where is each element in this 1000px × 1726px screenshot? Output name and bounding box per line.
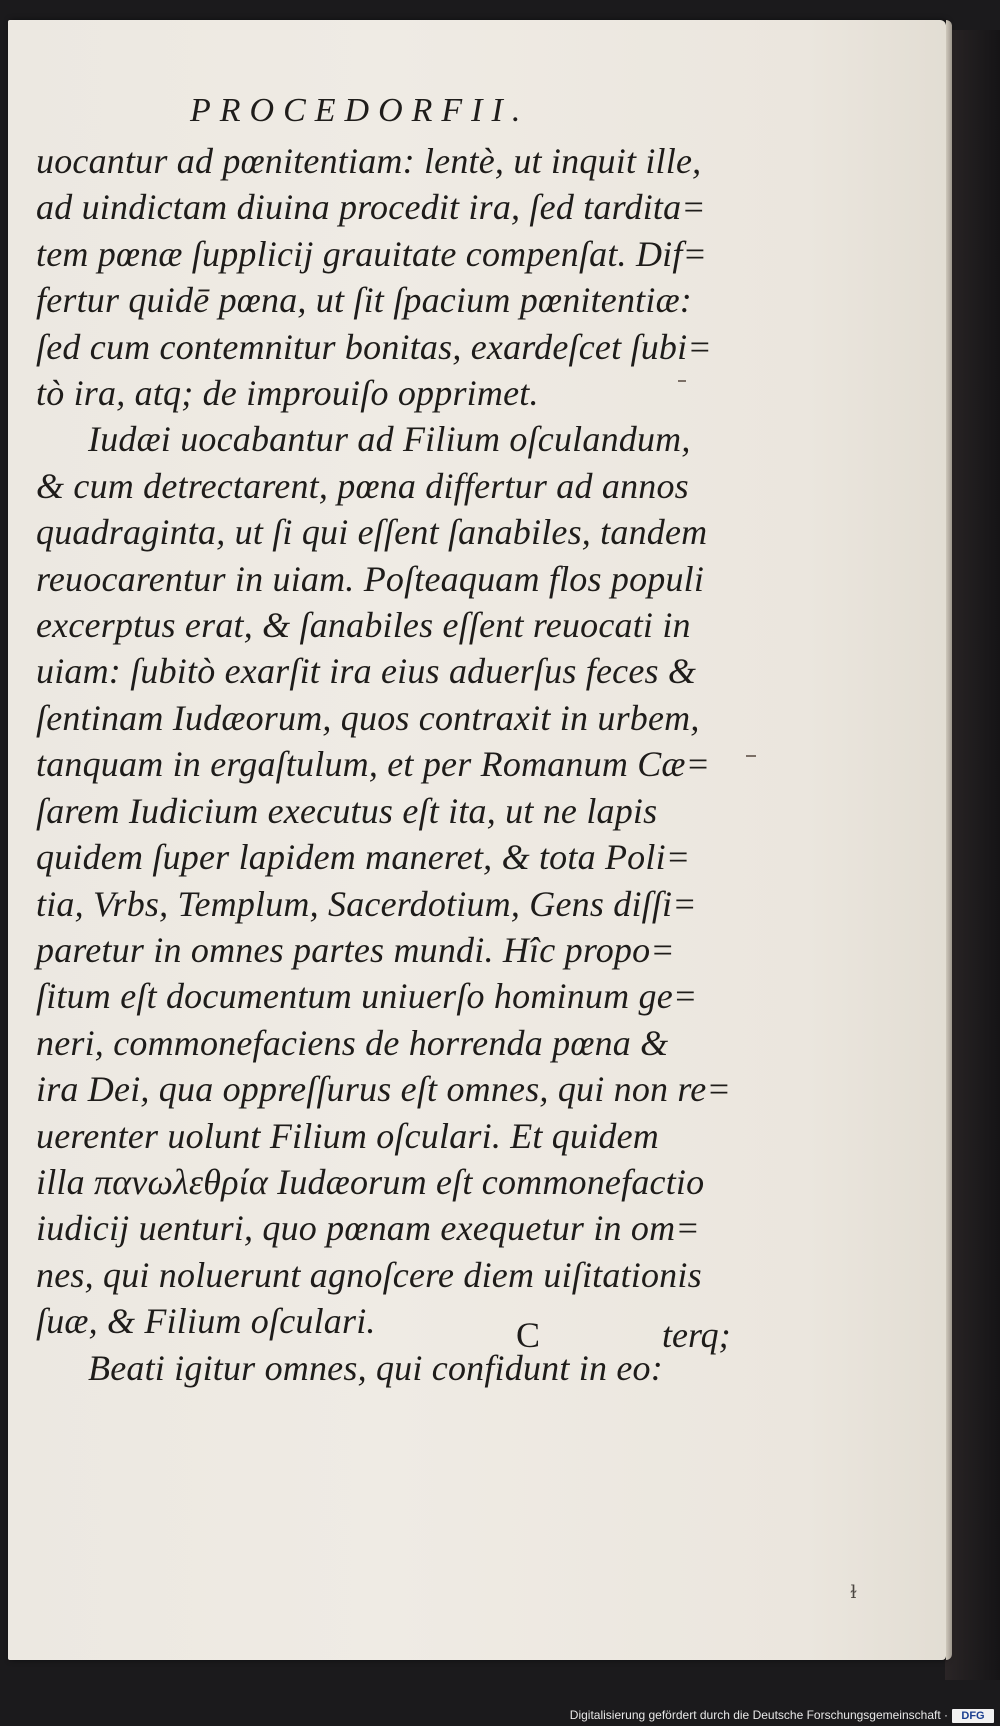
funding-credit: Digitalisierung gefördert durch die Deutsche Forschungsgemeinschaft ·: [569, 1708, 948, 1722]
dfg-logo: DFG: [952, 1709, 994, 1723]
text-line: illa πανωλεθρία Iudæorum eſt commonefactio: [36, 1161, 705, 1202]
adjacent-page-shadow: [945, 30, 1000, 1680]
text-line: iudicij uenturi, quo pœnam exequetur in om=: [36, 1208, 700, 1249]
catchword: terq;: [662, 1315, 731, 1355]
margin-mark: ɫ: [850, 1582, 857, 1603]
text-line: quidem ſuper lapidem maneret, & tota Poli=: [36, 837, 691, 878]
page-edge: [946, 20, 952, 1660]
text-line: Iudæi uocabantur ad Filium oſculandum,: [88, 419, 691, 460]
text-line: uerenter uolunt Filium oſculari. Et quidem: [36, 1115, 659, 1156]
catch-row: [36, 1314, 736, 1360]
text-line: ira Dei, qua oppreſſurus eſt omnes, qui non re=: [36, 1069, 731, 1110]
text-line: tem pœnæ ſupplicij grauitate compenſat. Dif=: [36, 233, 708, 274]
text-line: paretur in omnes partes mundi. Hîc propo=: [36, 929, 675, 970]
text-line: ſed cum contemnitur bonitas, exardeſcet ſubi=: [36, 326, 712, 367]
text-line: uiam: ſubitò exarſit ira eius aduerſus feces &: [36, 651, 697, 692]
text-line: ſitum eſt documentum uniuerſo hominum ge=: [36, 976, 698, 1017]
text-line: ad uindictam diuina procedit ira, ſed tardita=: [36, 187, 706, 228]
text-line: ſarem Iudicium executus eſt ita, ut ne lapis: [36, 790, 658, 831]
signature-mark: C: [516, 1315, 541, 1355]
text-line: tò ira, atq; de improuiſo opprimet.: [36, 373, 539, 414]
running-head: PROCEDORFII.: [190, 92, 530, 129]
ink-mark: [746, 755, 756, 757]
text-line: uocantur ad pœnitentiam: lentè, ut inquit ille,: [36, 141, 702, 181]
text-line: nes, qui noluerunt agnoſcere diem uiſitationis: [36, 1254, 702, 1295]
text-line: reuocarentur in uiam. Poſteaquam flos populi: [36, 558, 705, 599]
text-line: excerptus erat, & ſanabiles eſſent reuocati in: [36, 605, 691, 646]
text-line: neri, commonefaciens de horrenda pœna &: [36, 1022, 669, 1063]
text-line: fertur quidē pœna, ut ſit ſpacium pœnitentiæ:: [36, 280, 692, 321]
text-line: Beati igitur omnes, qui confidunt in eo:: [88, 1347, 663, 1388]
footer-bar: [0, 1706, 1000, 1726]
text-line: tia, Vrbs, Templum, Sacerdotium, Gens diſſi=: [36, 883, 697, 924]
text-line: quadraginta, ut ſi qui eſſent ſanabiles, tandem: [36, 512, 708, 553]
text-line: tanquam in ergaſtulum, et per Romanum Cæ=: [36, 744, 711, 785]
text-line: & cum detrectarent, pœna differtur ad annos: [36, 465, 689, 506]
text-line: ſentinam Iudæorum, quos contraxit in urbem,: [36, 697, 700, 738]
body-text: [36, 138, 736, 1391]
text-line: ſuæ, & Filium oſculari.: [36, 1301, 376, 1342]
